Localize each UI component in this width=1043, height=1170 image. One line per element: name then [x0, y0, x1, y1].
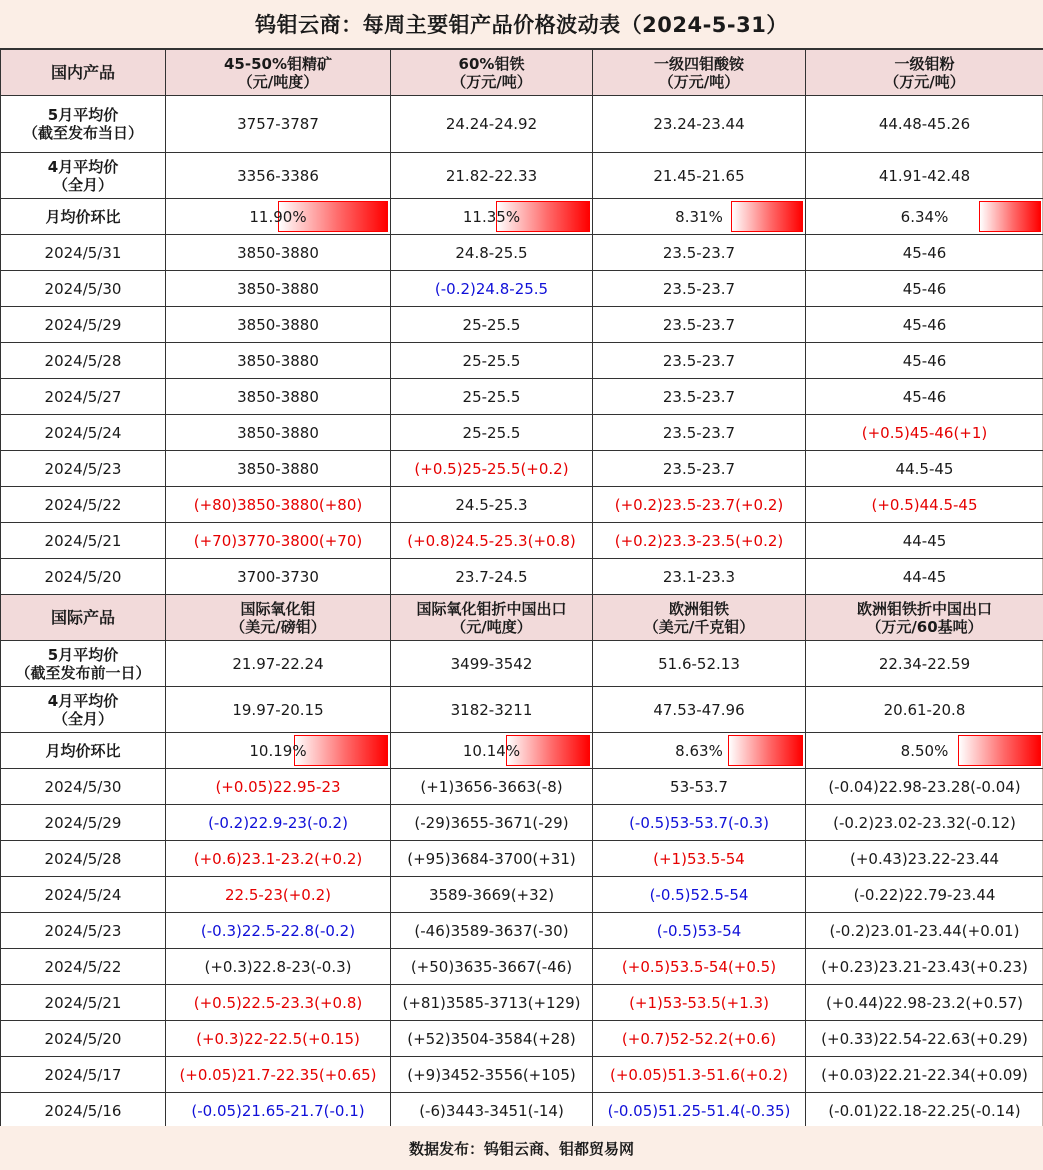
price-cell: 23.1-23.3	[593, 559, 806, 595]
domestic-daily-row	[1, 559, 1043, 595]
price-cell: 25-25.5	[391, 379, 593, 415]
domestic-daily-row	[1, 415, 1043, 451]
mom-percent: 8.50%	[900, 741, 949, 760]
domestic-avg-value: 23.24-23.44	[593, 96, 806, 153]
row-date: 2024/5/24	[1, 877, 166, 913]
row-date: 2024/5/23	[1, 913, 166, 949]
mom-percent: 8.31%	[675, 207, 723, 226]
mom-percent: 10.19%	[249, 741, 307, 760]
row-date: 2024/5/31	[1, 235, 166, 271]
mom-percent: 10.14%	[462, 741, 521, 760]
international-daily-row	[1, 913, 1043, 949]
international-mom-row	[1, 733, 1043, 769]
price-cell: 3850-3880	[166, 271, 391, 307]
domestic-daily-row	[1, 343, 1043, 379]
domestic-mom-label: 月均价环比	[1, 199, 166, 235]
international-avg-value: 20.61-20.8	[806, 687, 1043, 733]
price-cell: 45-46	[806, 343, 1043, 379]
price-cell: (-0.3)22.5-22.8(-0.2)	[166, 913, 391, 949]
domestic-header-col-4: 一级钼粉 （万元/吨）	[806, 50, 1043, 96]
row-date: 2024/5/30	[1, 769, 166, 805]
price-cell: 44.5-45	[806, 451, 1043, 487]
price-cell: 3850-3880	[166, 343, 391, 379]
domestic-avg-value: 41.91-42.48	[806, 153, 1043, 199]
price-cell: (-0.22)22.79-23.44	[806, 877, 1043, 913]
price-cell: (+1)53.5-54	[593, 841, 806, 877]
mom-databar	[731, 201, 803, 232]
price-cell: (+0.3)22.8-23(-0.3)	[166, 949, 391, 985]
domestic-avg-label: 5月平均价 （截至发布当日）	[1, 96, 166, 153]
international-avg-value: 21.97-22.24	[166, 641, 391, 687]
price-cell: 45-46	[806, 379, 1043, 415]
domestic-avg-value: 44.48-45.26	[806, 96, 1043, 153]
row-date: 2024/5/28	[1, 841, 166, 877]
mom-databar	[728, 735, 803, 766]
domestic-mom-cell	[593, 199, 806, 235]
domestic-daily-row	[1, 271, 1043, 307]
price-cell: 23.7-24.5	[391, 559, 593, 595]
price-cell: 3850-3880	[166, 451, 391, 487]
mom-databar	[294, 735, 388, 766]
domestic-header-label: 国内产品	[1, 50, 166, 96]
price-cell: (+0.33)22.54-22.63(+0.29)	[806, 1021, 1043, 1057]
international-avg-row	[1, 641, 1043, 687]
price-cell: 44-45	[806, 523, 1043, 559]
mom-databar	[979, 201, 1041, 232]
price-cell: (-6)3443-3451(-14)	[391, 1093, 593, 1129]
price-cell: (-0.2)24.8-25.5	[391, 271, 593, 307]
price-cell: 23.5-23.7	[593, 343, 806, 379]
price-cell: (+0.44)22.98-23.2(+0.57)	[806, 985, 1043, 1021]
price-cell: 44-45	[806, 559, 1043, 595]
price-cell: 23.5-23.7	[593, 235, 806, 271]
mom-percent: 11.35%	[462, 207, 521, 226]
domestic-mom-row	[1, 199, 1043, 235]
price-cell: (-0.2)23.01-23.44(+0.01)	[806, 913, 1043, 949]
international-daily-row	[1, 877, 1043, 913]
price-cell: (-29)3655-3671(-29)	[391, 805, 593, 841]
price-cell: 45-46	[806, 235, 1043, 271]
mom-databar	[958, 735, 1041, 766]
price-cell: 45-46	[806, 271, 1043, 307]
price-table-body	[1, 50, 1043, 1129]
row-date: 2024/5/24	[1, 415, 166, 451]
row-date: 2024/5/16	[1, 1093, 166, 1129]
price-cell: 25-25.5	[391, 415, 593, 451]
domestic-mom-cell	[391, 199, 593, 235]
price-cell: (+81)3585-3713(+129)	[391, 985, 593, 1021]
price-cell: 24.8-25.5	[391, 235, 593, 271]
price-cell: 3589-3669(+32)	[391, 877, 593, 913]
row-date: 2024/5/28	[1, 343, 166, 379]
domestic-avg-value: 21.82-22.33	[391, 153, 593, 199]
international-daily-row	[1, 841, 1043, 877]
price-cell: (-46)3589-3637(-30)	[391, 913, 593, 949]
domestic-avg-value: 21.45-21.65	[593, 153, 806, 199]
price-cell: 25-25.5	[391, 307, 593, 343]
international-daily-row	[1, 949, 1043, 985]
international-avg-label: 5月平均价 （截至发布前一日）	[1, 641, 166, 687]
price-cell: (+0.7)52-52.2(+0.6)	[593, 1021, 806, 1057]
international-avg-value: 51.6-52.13	[593, 641, 806, 687]
price-cell: 23.5-23.7	[593, 271, 806, 307]
price-cell: (-0.05)51.25-51.4(-0.35)	[593, 1093, 806, 1129]
price-cell: (-0.5)53-54	[593, 913, 806, 949]
price-cell: (+80)3850-3880(+80)	[166, 487, 391, 523]
international-mom-cell	[391, 733, 593, 769]
price-cell: (+0.8)24.5-25.3(+0.8)	[391, 523, 593, 559]
price-cell: (+1)53-53.5(+1.3)	[593, 985, 806, 1021]
international-avg-value: 19.97-20.15	[166, 687, 391, 733]
price-cell: (-0.2)23.02-23.32(-0.12)	[806, 805, 1043, 841]
price-cell: 45-46	[806, 307, 1043, 343]
mom-percent: 8.63%	[675, 741, 723, 760]
domestic-avg-row	[1, 96, 1043, 153]
price-cell: (+0.5)53.5-54(+0.5)	[593, 949, 806, 985]
international-avg-value: 47.53-47.96	[593, 687, 806, 733]
international-mom-label: 月均价环比	[1, 733, 166, 769]
price-cell: 25-25.5	[391, 343, 593, 379]
price-cell: (+0.05)22.95-23	[166, 769, 391, 805]
row-date: 2024/5/22	[1, 949, 166, 985]
domestic-header-col-3: 一级四钼酸铵 （万元/吨）	[593, 50, 806, 96]
domestic-daily-row	[1, 235, 1043, 271]
price-cell: 3850-3880	[166, 379, 391, 415]
price-cell: 24.5-25.3	[391, 487, 593, 523]
domestic-avg-value: 3356-3386	[166, 153, 391, 199]
price-table	[0, 49, 1043, 1129]
row-date: 2024/5/30	[1, 271, 166, 307]
international-header-row	[1, 595, 1043, 641]
international-header-col-3: 欧洲钼铁 （美元/千克钼）	[593, 595, 806, 641]
price-cell: (-0.05)21.65-21.7(-0.1)	[166, 1093, 391, 1129]
price-cell: (+0.03)22.21-22.34(+0.09)	[806, 1057, 1043, 1093]
row-date: 2024/5/23	[1, 451, 166, 487]
international-mom-cell	[806, 733, 1043, 769]
price-cell: (-0.2)22.9-23(-0.2)	[166, 805, 391, 841]
domestic-avg-value: 3757-3787	[166, 96, 391, 153]
price-cell: (+52)3504-3584(+28)	[391, 1021, 593, 1057]
domestic-daily-row	[1, 307, 1043, 343]
international-header-col-2: 国际氧化钼折中国出口 （元/吨度）	[391, 595, 593, 641]
international-daily-row	[1, 805, 1043, 841]
price-cell: (-0.04)22.98-23.28(-0.04)	[806, 769, 1043, 805]
price-cell: (+50)3635-3667(-46)	[391, 949, 593, 985]
price-cell: (+0.2)23.5-23.7(+0.2)	[593, 487, 806, 523]
international-mom-cell	[593, 733, 806, 769]
price-cell: 3850-3880	[166, 235, 391, 271]
international-daily-row	[1, 985, 1043, 1021]
price-cell: 23.5-23.7	[593, 379, 806, 415]
international-mom-cell	[166, 733, 391, 769]
row-date: 2024/5/27	[1, 379, 166, 415]
domestic-header-col-1: 45-50%钼精矿 （元/吨度）	[166, 50, 391, 96]
row-date: 2024/5/21	[1, 523, 166, 559]
price-cell: (+9)3452-3556(+105)	[391, 1057, 593, 1093]
price-cell: (+0.2)23.3-23.5(+0.2)	[593, 523, 806, 559]
price-cell: 23.5-23.7	[593, 451, 806, 487]
domestic-avg-value: 24.24-24.92	[391, 96, 593, 153]
price-cell: (+0.5)22.5-23.3(+0.8)	[166, 985, 391, 1021]
domestic-mom-cell	[166, 199, 391, 235]
row-date: 2024/5/21	[1, 985, 166, 1021]
price-cell: (+0.43)23.22-23.44	[806, 841, 1043, 877]
price-cell: (+0.5)25-25.5(+0.2)	[391, 451, 593, 487]
domestic-daily-row	[1, 487, 1043, 523]
domestic-daily-row	[1, 523, 1043, 559]
price-cell: (+70)3770-3800(+70)	[166, 523, 391, 559]
price-cell: (+95)3684-3700(+31)	[391, 841, 593, 877]
international-header-label: 国际产品	[1, 595, 166, 641]
international-header-col-4: 欧洲钼铁折中国出口 （万元/60基吨）	[806, 595, 1043, 641]
price-cell: (+0.5)45-46(+1)	[806, 415, 1043, 451]
international-daily-row	[1, 769, 1043, 805]
international-avg-row	[1, 687, 1043, 733]
price-cell: 3850-3880	[166, 307, 391, 343]
domestic-header-row	[1, 50, 1043, 96]
international-avg-value: 3499-3542	[391, 641, 593, 687]
domestic-header-col-2: 60%钼铁 （万元/吨）	[391, 50, 593, 96]
price-cell: 3850-3880	[166, 415, 391, 451]
price-cell: (+0.05)51.3-51.6(+0.2)	[593, 1057, 806, 1093]
price-cell: (+0.05)21.7-22.35(+0.65)	[166, 1057, 391, 1093]
international-daily-row	[1, 1093, 1043, 1129]
domestic-daily-row	[1, 451, 1043, 487]
domestic-avg-row	[1, 153, 1043, 199]
price-cell: (-0.01)22.18-22.25(-0.14)	[806, 1093, 1043, 1129]
row-date: 2024/5/22	[1, 487, 166, 523]
international-avg-value: 22.34-22.59	[806, 641, 1043, 687]
price-cell: 53-53.7	[593, 769, 806, 805]
mom-percent: 6.34%	[900, 207, 949, 226]
mom-percent: 11.90%	[249, 207, 307, 226]
domestic-daily-row	[1, 379, 1043, 415]
row-date: 2024/5/29	[1, 805, 166, 841]
row-date: 2024/5/17	[1, 1057, 166, 1093]
price-cell: 22.5-23(+0.2)	[166, 877, 391, 913]
international-daily-row	[1, 1021, 1043, 1057]
row-date: 2024/5/29	[1, 307, 166, 343]
row-date: 2024/5/20	[1, 559, 166, 595]
price-cell: (+0.3)22-22.5(+0.15)	[166, 1021, 391, 1057]
price-cell: 23.5-23.7	[593, 307, 806, 343]
international-header-col-1: 国际氧化钼 （美元/磅钼）	[166, 595, 391, 641]
international-daily-row	[1, 1057, 1043, 1093]
domestic-mom-cell	[806, 199, 1043, 235]
price-cell: (+0.6)23.1-23.2(+0.2)	[166, 841, 391, 877]
footer-source: 数据发布：钨钼云商、钼都贸易网	[0, 1126, 1043, 1170]
international-avg-value: 3182-3211	[391, 687, 593, 733]
price-cell: (+1)3656-3663(-8)	[391, 769, 593, 805]
price-cell: (-0.5)53-53.7(-0.3)	[593, 805, 806, 841]
price-cell: (-0.5)52.5-54	[593, 877, 806, 913]
domestic-avg-label: 4月平均价 （全月）	[1, 153, 166, 199]
price-cell: 23.5-23.7	[593, 415, 806, 451]
price-cell: (+0.5)44.5-45	[806, 487, 1043, 523]
international-avg-label: 4月平均价 （全月）	[1, 687, 166, 733]
price-cell: (+0.23)23.21-23.43(+0.23)	[806, 949, 1043, 985]
page-title: 钨钼云商：每周主要钼产品价格波动表（2024-5-31）	[0, 0, 1043, 49]
row-date: 2024/5/20	[1, 1021, 166, 1057]
price-cell: 3700-3730	[166, 559, 391, 595]
